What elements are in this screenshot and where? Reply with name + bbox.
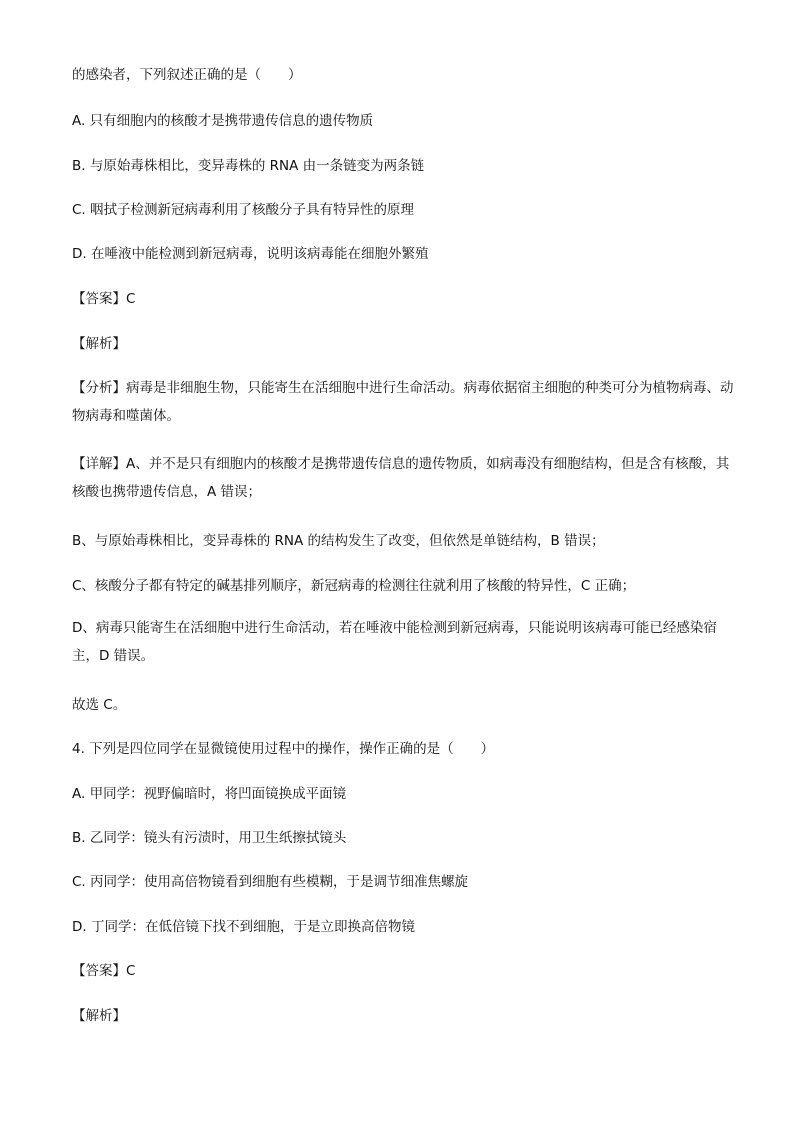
question-4-answer: 【答案】C (72, 963, 136, 979)
question-3-xiangjie: 【详解】A、并不是只有细胞内的核酸才是携带遗传信息的遗传物质，如病毒没有细胞结构，但是含有核酸，其核酸也携带遗传信息，A 错误； (72, 456, 730, 500)
question-4-analysis-heading: 【解析】 (72, 1008, 126, 1024)
question-3-option-a: A. 只有细胞内的核酸才是携带遗传信息的遗传物质 (72, 113, 374, 129)
question-3-explain-c: C、核酸分子都有特定的碱基排列顺序，新冠病毒的检测往往就利用了核酸的特异性，C 正确； (72, 578, 636, 594)
question-4-option-d: D. 丁同学：在低倍镜下找不到细胞，于是立即换高倍物镜 (72, 919, 415, 935)
question-3-answer: 【答案】C (72, 291, 136, 307)
question-4-option-a: A. 甲同学：视野偏暗时，将凹面镜换成平面镜 (72, 786, 347, 802)
question-3-option-c: C. 咽拭子检测新冠病毒利用了核酸分子具有特异性的原理 (72, 202, 415, 218)
question-3-explain-b: B、与原始毒株相比，变异毒株的 RNA 的结构发生了改变，但依然是单链结构，B 错误； (72, 533, 605, 549)
question-3-stem: 的感染者，下列叙述正确的是（ ） (72, 67, 302, 83)
question-4-option-b: B. 乙同学：镜头有污渍时，用卫生纸擦拭镜头 (72, 830, 347, 846)
question-3-conclusion: 故选 C。 (72, 697, 127, 713)
question-3-option-d: D. 在唾液中能检测到新冠病毒，说明该病毒能在细胞外繁殖 (72, 246, 429, 262)
question-4-stem: 4. 下列是四位同学在显微镜使用过程中的操作，操作正确的是（ ） (72, 741, 495, 757)
question-3-fenxi: 【分析】病毒是非细胞生物，只能寄生在活细胞中进行生命活动。病毒依据宿主细胞的种类可分为植物病毒、动物病毒和噬菌体。 (72, 380, 734, 424)
question-4-option-c: C. 丙同学：使用高倍物镜看到细胞有些模糊，于是调节细准焦螺旋 (72, 874, 469, 890)
question-3-analysis-heading: 【解析】 (72, 336, 126, 352)
question-3-option-b: B. 与原始毒株相比，变异毒株的 RNA 由一条链变为两条链 (72, 158, 425, 174)
question-3-explain-d: D、病毒只能寄生在活细胞中进行生命活动，若在唾液中能检测到新冠病毒，只能说明该病毒可能已经感染宿主，D 错误。 (72, 620, 717, 664)
